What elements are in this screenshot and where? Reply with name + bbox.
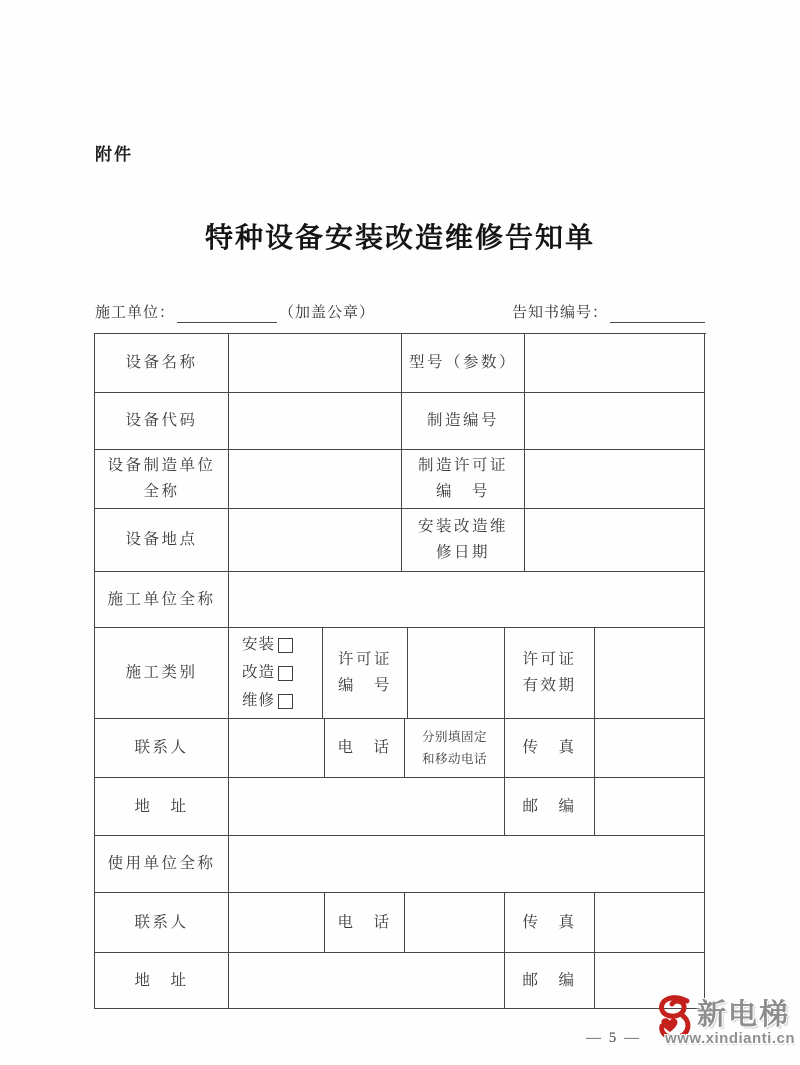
table-row [95, 778, 706, 836]
construction-unit-full-label: 施工单位全称 [95, 572, 229, 628]
manufacture-number-label: 制造编号 [402, 393, 525, 450]
notice-number-label: 告知书编号： [511, 305, 608, 321]
user-contact-person-label: 联系人 [95, 893, 229, 953]
fax-label: 传 真 [505, 719, 595, 778]
repair-checkbox[interactable] [278, 694, 293, 709]
table-row [95, 334, 706, 393]
device-name-label: 设备名称 [95, 334, 229, 393]
user-address-input-cell[interactable] [229, 953, 505, 1009]
model-params-label: 型号（参数） [402, 334, 525, 393]
user-fax-label: 传 真 [505, 893, 595, 953]
fax-input-cell[interactable] [595, 719, 705, 778]
license-number-input-cell[interactable] [408, 628, 505, 719]
user-unit-full-input-cell[interactable] [229, 836, 705, 893]
table-row [95, 836, 706, 893]
manufacture-license-label: 制造许可证 编 号 [402, 450, 525, 509]
model-params-input-cell[interactable] [525, 334, 705, 393]
install-option: 安装 [242, 631, 293, 659]
device-location-label: 设备地点 [95, 509, 229, 572]
contact-person-input-cell[interactable] [229, 719, 325, 778]
install-checkbox[interactable] [278, 638, 293, 653]
phone-label: 电 话 [325, 719, 405, 778]
table-row [95, 572, 706, 628]
attachment-label: 附件 [95, 145, 133, 164]
contact-person-label: 联系人 [95, 719, 229, 778]
header-line [95, 303, 705, 323]
user-contact-person-input-cell[interactable] [229, 893, 325, 953]
device-location-input-cell[interactable] [229, 509, 402, 572]
phone-note-cell[interactable]: 分别填固定 和移动电话 [405, 719, 505, 778]
construction-category-options-cell [229, 628, 323, 719]
seal-note: （加盖公章） [279, 305, 376, 321]
xindianti-watermark [613, 990, 799, 1056]
table-row [95, 893, 706, 953]
construction-unit-fill-line[interactable] [177, 306, 277, 323]
device-code-label: 设备代码 [95, 393, 229, 450]
modify-option: 改造 [242, 659, 293, 687]
table-row [95, 719, 706, 778]
table-row [95, 628, 706, 719]
notice-number-fill-line[interactable] [610, 306, 705, 323]
user-address-label: 地 址 [95, 953, 229, 1009]
license-number-label: 许可证 编 号 [323, 628, 408, 719]
device-name-input-cell[interactable] [229, 334, 402, 393]
manufacture-license-input-cell[interactable] [525, 450, 705, 509]
table-row [95, 450, 706, 509]
work-date-input-cell[interactable] [525, 509, 705, 572]
modify-checkbox[interactable] [278, 666, 293, 681]
manufacture-number-input-cell[interactable] [525, 393, 705, 450]
notification-form-table [94, 333, 706, 1009]
page-title: 特种设备安装改造维修告知单 [204, 223, 595, 254]
postcode-label: 邮 编 [505, 778, 595, 836]
user-phone-input-cell[interactable] [405, 893, 505, 953]
address-label: 地 址 [95, 778, 229, 836]
work-date-label: 安装改造维 修日期 [402, 509, 525, 572]
device-code-input-cell[interactable] [229, 393, 402, 450]
manufacturer-full-name-input-cell[interactable] [229, 450, 402, 509]
construction-unit-label: 施工单位： [95, 305, 176, 321]
user-phone-label: 电 话 [325, 893, 405, 953]
repair-option: 维修 [242, 687, 293, 715]
user-unit-full-label: 使用单位全称 [95, 836, 229, 893]
license-validity-input-cell[interactable] [595, 628, 705, 719]
license-validity-label: 许可证 有效期 [505, 628, 595, 719]
construction-category-label: 施工类别 [95, 628, 229, 719]
construction-unit-full-input-cell[interactable] [229, 572, 705, 628]
table-row [95, 393, 706, 450]
manufacturer-full-name-label: 设备制造单位 全称 [95, 450, 229, 509]
postcode-input-cell[interactable] [595, 778, 705, 836]
watermark-brand-text: 新电梯 [697, 999, 791, 1031]
address-input-cell[interactable] [229, 778, 505, 836]
watermark-url-text: www.xindianti.cn [665, 1030, 795, 1047]
user-fax-input-cell[interactable] [595, 893, 705, 953]
page-number: — 5 — [586, 1030, 641, 1046]
user-postcode-label: 邮 编 [505, 953, 595, 1009]
table-row [95, 509, 706, 572]
